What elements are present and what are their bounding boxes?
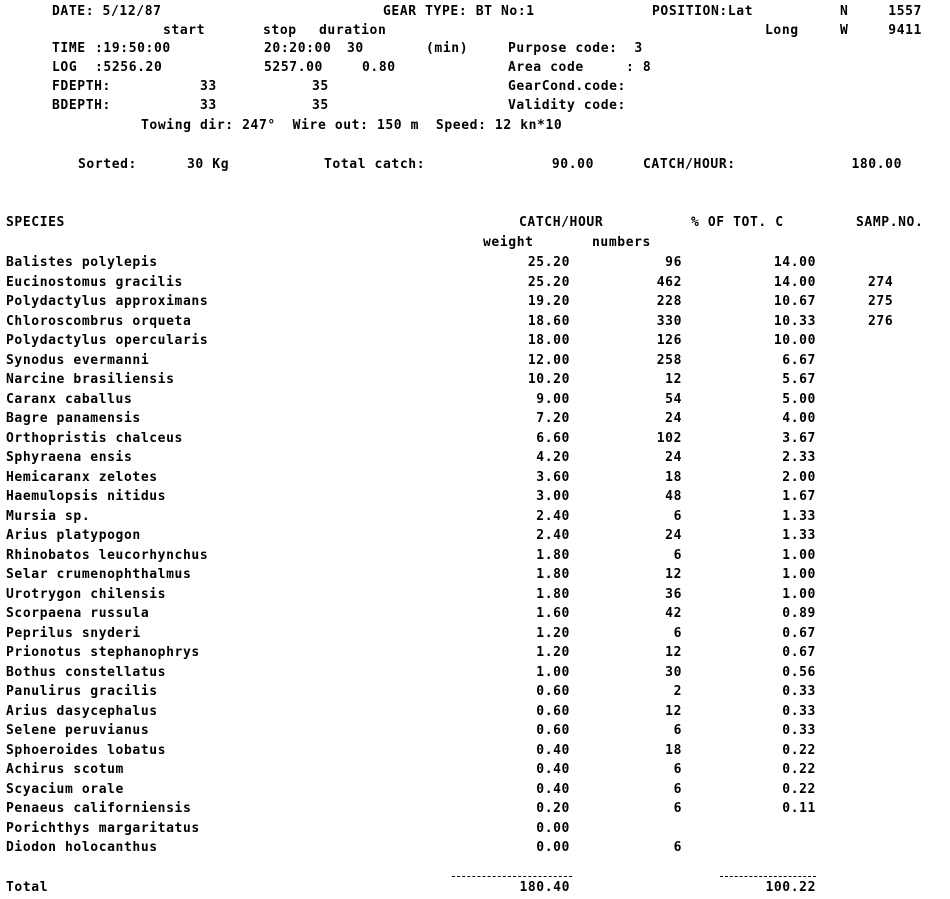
row-pct: 10.00: [773, 333, 816, 348]
row-pct: 0.33: [782, 723, 816, 738]
row-species: Caranx caballus: [6, 392, 133, 407]
col-stop-label: stop: [263, 23, 297, 38]
row-weight: 19.20: [527, 294, 570, 309]
long-hemisphere: W: [840, 23, 849, 38]
row-species: Arius platypogon: [6, 528, 141, 543]
col-start-label: start: [163, 23, 206, 38]
row-species: Penaeus californiensis: [6, 801, 192, 816]
row-pct: 0.22: [782, 743, 816, 758]
row-weight: 0.60: [536, 684, 570, 699]
log-start: :5256.20: [95, 60, 163, 75]
row-weight: 0.00: [536, 821, 570, 836]
row-species: Scyacium orale: [6, 782, 124, 797]
row-pct: 0.22: [782, 762, 816, 777]
row-numbers: 36: [665, 587, 682, 602]
row-pct: 1.33: [782, 509, 816, 524]
log-label: LOG: [52, 60, 78, 75]
row-species: Polydactylus opercularis: [6, 333, 209, 348]
row-species: Bagre panamensis: [6, 411, 141, 426]
weight-header: weight: [483, 235, 534, 250]
row-species: Peprilus snyderi: [6, 626, 141, 641]
row-numbers: 258: [656, 353, 682, 368]
row-weight: 1.80: [536, 548, 570, 563]
row-weight: 0.40: [536, 782, 570, 797]
row-numbers: 48: [665, 489, 682, 504]
catch-hour-header: CATCH/HOUR: [519, 215, 604, 230]
row-numbers: 96: [665, 255, 682, 270]
row-species: Orthopristis chalceus: [6, 431, 183, 446]
row-species: Panulirus gracilis: [6, 684, 158, 699]
total-pct: 100.22: [765, 880, 816, 895]
row-pct: 3.67: [782, 431, 816, 446]
time-stop: 20:20:00: [264, 41, 332, 56]
row-species: Achirus scotum: [6, 762, 124, 777]
row-weight: 1.20: [536, 645, 570, 660]
purpose-code: Purpose code: 3: [508, 41, 643, 56]
row-species: Prionotus stephanophrys: [6, 645, 200, 660]
row-weight: 2.40: [536, 509, 570, 524]
row-weight: 10.20: [527, 372, 570, 387]
row-species: Balistes polylepis: [6, 255, 158, 270]
row-numbers: 24: [665, 411, 682, 426]
row-numbers: 6: [673, 723, 682, 738]
sorted-label: Sorted:: [78, 157, 137, 172]
row-weight: 0.60: [536, 704, 570, 719]
row-weight: 4.20: [536, 450, 570, 465]
row-weight: 7.20: [536, 411, 570, 426]
log-stop: 5257.00: [264, 60, 323, 75]
row-weight: 1.80: [536, 567, 570, 582]
row-numbers: 6: [673, 782, 682, 797]
row-numbers: 12: [665, 372, 682, 387]
row-weight: 1.20: [536, 626, 570, 641]
row-pct: 0.33: [782, 684, 816, 699]
row-numbers: 102: [656, 431, 682, 446]
row-weight: 1.00: [536, 665, 570, 680]
bdepth-label: BDEPTH:: [52, 98, 111, 113]
row-species: Chloroscombrus orqueta: [6, 314, 192, 329]
row-numbers: 30: [665, 665, 682, 680]
lat-value: 1557: [888, 4, 922, 19]
samp-header: SAMP.NO.: [856, 215, 924, 230]
row-species: Polydactylus approximans: [6, 294, 209, 309]
total-catch-value: 90.00: [551, 157, 594, 172]
row-samp: 275: [868, 294, 894, 309]
row-numbers: 18: [665, 743, 682, 758]
total-weight: 180.40: [519, 880, 570, 895]
row-weight: 25.20: [527, 255, 570, 270]
bdepth-start: 33: [200, 98, 217, 113]
lat-hemisphere: N: [840, 4, 849, 19]
row-weight: 3.60: [536, 470, 570, 485]
row-species: Hemicaranx zelotes: [6, 470, 158, 485]
row-species: Bothus constellatus: [6, 665, 167, 680]
position-label: POSITION:Lat: [652, 4, 754, 19]
row-weight: 1.80: [536, 587, 570, 602]
row-numbers: 6: [673, 509, 682, 524]
catch-hour-label: CATCH/HOUR:: [643, 157, 736, 172]
col-duration-label: duration: [319, 23, 387, 38]
gear-type-field: GEAR TYPE: BT No:1: [383, 4, 535, 19]
row-pct: 0.22: [782, 782, 816, 797]
bdepth-stop: 35: [312, 98, 329, 113]
row-pct: 0.33: [782, 704, 816, 719]
log-duration: 0.80: [362, 60, 396, 75]
time-label: TIME: [52, 41, 86, 56]
row-samp: 274: [868, 275, 894, 290]
row-weight: 18.00: [527, 333, 570, 348]
area-code: Area code : 8: [508, 60, 652, 75]
row-numbers: 12: [665, 704, 682, 719]
row-pct: 10.33: [773, 314, 816, 329]
row-weight: 2.40: [536, 528, 570, 543]
long-label: Long: [765, 23, 799, 38]
numbers-header: numbers: [592, 235, 651, 250]
species-header: SPECIES: [6, 215, 65, 230]
row-pct: 1.00: [782, 587, 816, 602]
sorted-value: 30 Kg: [187, 157, 230, 172]
towing-line: Towing dir: 247° Wire out: 150 m Speed: 12 kn*10: [141, 118, 563, 133]
date-field: DATE: 5/12/87: [52, 4, 162, 19]
row-numbers: 24: [665, 528, 682, 543]
fdepth-stop: 35: [312, 79, 329, 94]
row-species: Synodus evermanni: [6, 353, 150, 368]
row-numbers: 6: [673, 840, 682, 855]
row-species: Selene peruvianus: [6, 723, 150, 738]
row-species: Haemulopsis nitidus: [6, 489, 167, 504]
row-numbers: 228: [656, 294, 682, 309]
row-species: Porichthys margaritatus: [6, 821, 200, 836]
row-numbers: 6: [673, 801, 682, 816]
row-pct: 14.00: [773, 275, 816, 290]
row-weight: 0.40: [536, 762, 570, 777]
row-pct: 6.67: [782, 353, 816, 368]
row-species: Sphoeroides lobatus: [6, 743, 167, 758]
row-pct: 10.67: [773, 294, 816, 309]
row-pct: 0.56: [782, 665, 816, 680]
row-numbers: 24: [665, 450, 682, 465]
fdepth-start: 33: [200, 79, 217, 94]
row-numbers: 18: [665, 470, 682, 485]
row-pct: 1.67: [782, 489, 816, 504]
row-pct: 1.33: [782, 528, 816, 543]
row-weight: 6.60: [536, 431, 570, 446]
row-weight: 0.60: [536, 723, 570, 738]
row-weight: 0.00: [536, 840, 570, 855]
row-weight: 25.20: [527, 275, 570, 290]
gearcond-code: GearCond.code:: [508, 79, 626, 94]
row-weight: 18.60: [527, 314, 570, 329]
validity-code: Validity code:: [508, 98, 626, 113]
row-samp: 276: [868, 314, 894, 329]
row-numbers: 330: [656, 314, 682, 329]
row-pct: 1.00: [782, 548, 816, 563]
weight-total-rule: [452, 876, 572, 877]
row-numbers: 6: [673, 548, 682, 563]
row-pct: 5.00: [782, 392, 816, 407]
row-numbers: 462: [656, 275, 682, 290]
row-pct: 2.33: [782, 450, 816, 465]
row-pct: 5.67: [782, 372, 816, 387]
row-pct: 0.67: [782, 645, 816, 660]
row-pct: 4.00: [782, 411, 816, 426]
fdepth-label: FDEPTH:: [52, 79, 111, 94]
row-weight: 1.60: [536, 606, 570, 621]
row-numbers: 126: [656, 333, 682, 348]
row-numbers: 6: [673, 762, 682, 777]
row-pct: 1.00: [782, 567, 816, 582]
row-numbers: 54: [665, 392, 682, 407]
row-pct: 14.00: [773, 255, 816, 270]
pct-header: % OF TOT. C: [691, 215, 784, 230]
row-numbers: 42: [665, 606, 682, 621]
row-species: Rhinobatos leucorhynchus: [6, 548, 209, 563]
row-weight: 3.00: [536, 489, 570, 504]
total-catch-label: Total catch:: [324, 157, 426, 172]
long-value: 9411: [888, 23, 922, 38]
row-weight: 9.00: [536, 392, 570, 407]
row-species: Mursia sp.: [6, 509, 91, 524]
row-pct: 0.89: [782, 606, 816, 621]
row-species: Sphyraena ensis: [6, 450, 133, 465]
row-weight: 0.20: [536, 801, 570, 816]
row-numbers: 6: [673, 626, 682, 641]
catch-hour-value: 180.00: [851, 157, 902, 172]
row-species: Scorpaena russula: [6, 606, 150, 621]
row-pct: 0.11: [782, 801, 816, 816]
row-weight: 12.00: [527, 353, 570, 368]
row-species: Urotrygon chilensis: [6, 587, 167, 602]
row-weight: 0.40: [536, 743, 570, 758]
row-species: Narcine brasiliensis: [6, 372, 175, 387]
total-label: Total: [6, 880, 49, 895]
row-pct: 0.67: [782, 626, 816, 641]
time-unit: (min): [426, 41, 469, 56]
row-numbers: 12: [665, 567, 682, 582]
pct-total-rule: [720, 876, 816, 877]
row-pct: 2.00: [782, 470, 816, 485]
time-duration: 30: [347, 41, 364, 56]
row-species: Arius dasycephalus: [6, 704, 158, 719]
time-start: :19:50:00: [95, 41, 171, 56]
row-numbers: 2: [673, 684, 682, 699]
row-species: Eucinostomus gracilis: [6, 275, 183, 290]
row-numbers: 12: [665, 645, 682, 660]
row-species: Diodon holocanthus: [6, 840, 158, 855]
row-species: Selar crumenophthalmus: [6, 567, 192, 582]
